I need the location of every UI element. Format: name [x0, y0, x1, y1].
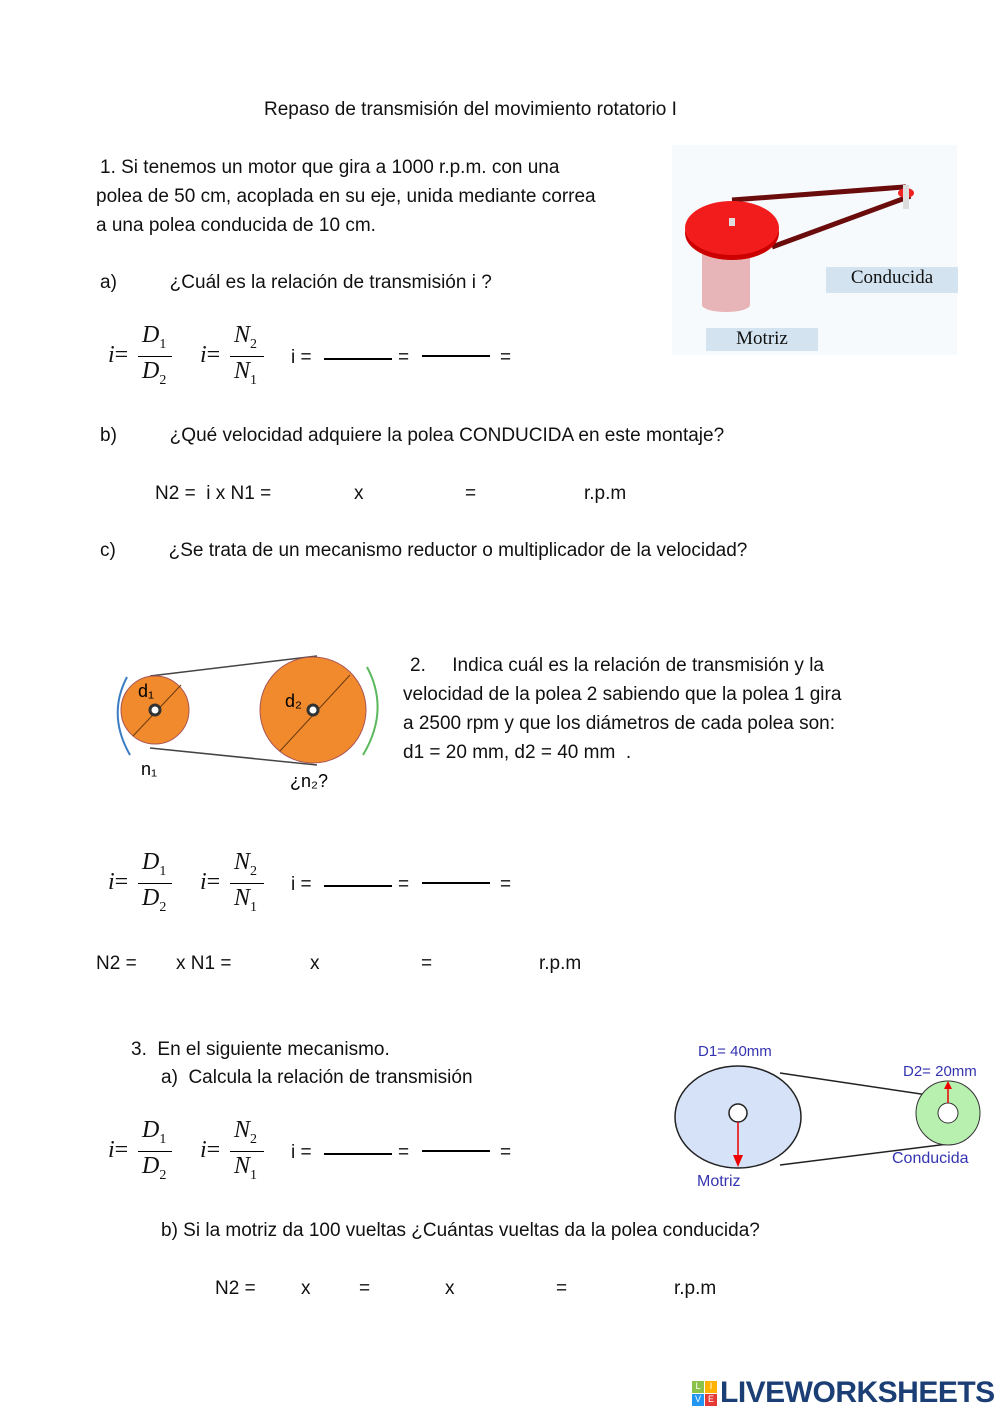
equals-sign: =	[398, 347, 410, 368]
q1-text: polea de 50 cm, acoplada en su eje, unida mediante correa	[96, 186, 596, 207]
q1-c: c) ¿Se trata de un mecanismo reductor o multiplicador de la velocidad?	[100, 540, 748, 561]
liveworksheets-logo	[692, 1376, 995, 1410]
equals-sign: =	[500, 347, 512, 368]
q3-equation: N2 =	[215, 1278, 256, 1299]
q2-equation: N2 =	[96, 953, 137, 974]
label-motriz: Motriz	[706, 328, 818, 351]
q2-text: 2. Indica cuál es la relación de transmisión y la	[410, 655, 824, 676]
i-equals-label: i =	[291, 1142, 312, 1163]
q2-equation: x N1 =	[176, 953, 232, 974]
times-sign: x	[301, 1278, 311, 1299]
ratio-formula: i= $D_1$ $D_2$ i= $N_2$ $N_1$ i = = =	[108, 1117, 512, 1183]
equals-sign: =	[398, 874, 410, 895]
unit-rpm: r.p.m	[674, 1278, 717, 1299]
equals-sign: =	[500, 874, 512, 895]
equals-sign: =	[359, 1278, 371, 1299]
result-blank[interactable]	[422, 1150, 490, 1152]
logo-text: LIVEWORKSHEETS	[720, 1376, 995, 1409]
label-n1: n₁	[141, 759, 158, 779]
logo-tile: I	[705, 1381, 717, 1393]
q3-title: 3. En el siguiente mecanismo.	[131, 1039, 390, 1060]
motriz-conducida-figure	[665, 1035, 1000, 1195]
times-sign: x	[445, 1278, 455, 1299]
label-d2: D2= 20mm	[903, 1063, 977, 1080]
q1-text: a una polea conducida de 10 cm.	[96, 215, 376, 236]
numerator-blank[interactable]	[324, 885, 392, 887]
numerator-blank[interactable]	[324, 1153, 392, 1155]
label-n2: ¿n₂?	[290, 771, 329, 791]
equals-sign: =	[421, 953, 433, 974]
label-d2: d₂	[285, 691, 302, 711]
unit-rpm: r.p.m	[584, 483, 627, 504]
label-motriz: Motriz	[697, 1173, 741, 1190]
q3-a: a) Calcula la relación de transmisión	[161, 1067, 473, 1088]
logo-tile: L	[692, 1381, 704, 1393]
q3-b: b) Si la motriz da 100 vueltas ¿Cuántas vueltas da la polea conducida?	[161, 1220, 760, 1241]
ratio-formula: i= $D_1$ $D_2$ i= $N_2$ $N_1$ i = = =	[108, 849, 512, 915]
label-conducida: Conducida	[826, 267, 958, 293]
q1-b-equation: N2 = i x N1 =	[155, 483, 272, 504]
equals-sign: =	[556, 1278, 568, 1299]
label-d1: d₁	[138, 681, 155, 701]
q2-text: a 2500 rpm y que los diámetros de cada polea son:	[403, 713, 835, 734]
i-equals-label: i =	[291, 347, 312, 368]
logo-tile: E	[705, 1394, 717, 1406]
q1-b: b) ¿Qué velocidad adquiere la polea CONDUCIDA en este montaje?	[100, 425, 725, 446]
times-sign: x	[310, 953, 320, 974]
equals-sign: =	[500, 1142, 512, 1163]
belt-pulley-3d-figure	[672, 145, 957, 355]
q2-text: velocidad de la polea 2 sabiendo que la polea 1 gira	[403, 684, 842, 705]
label-d1: D1= 40mm	[698, 1043, 772, 1060]
logo-tiles	[692, 1381, 717, 1406]
result-blank[interactable]	[422, 355, 490, 357]
equals-sign: =	[398, 1142, 410, 1163]
q1-text: 1. Si tenemos un motor que gira a 1000 r.p.m. con una	[100, 157, 560, 178]
equals-sign: =	[465, 483, 477, 504]
i-equals-label: i =	[291, 874, 312, 895]
unit-rpm: r.p.m	[539, 953, 582, 974]
q1-a: a) ¿Cuál es la relación de transmisión i ?	[100, 272, 492, 293]
result-blank[interactable]	[422, 882, 490, 884]
driver-pulley	[685, 201, 779, 255]
label-conducida: Conducida	[892, 1150, 969, 1167]
ratio-formula: i= $D_1$ $D_2$ i= $N_2$ $N_1$ i = = =	[108, 322, 512, 388]
two-pulleys-figure	[105, 645, 385, 795]
q2-text: d1 = 20 mm, d2 = 40 mm .	[403, 742, 632, 763]
page-title: Repaso de transmisión del movimiento rotatorio I	[264, 99, 677, 120]
numerator-blank[interactable]	[324, 358, 392, 360]
logo-tile: V	[692, 1394, 704, 1406]
times-sign: x	[354, 483, 364, 504]
